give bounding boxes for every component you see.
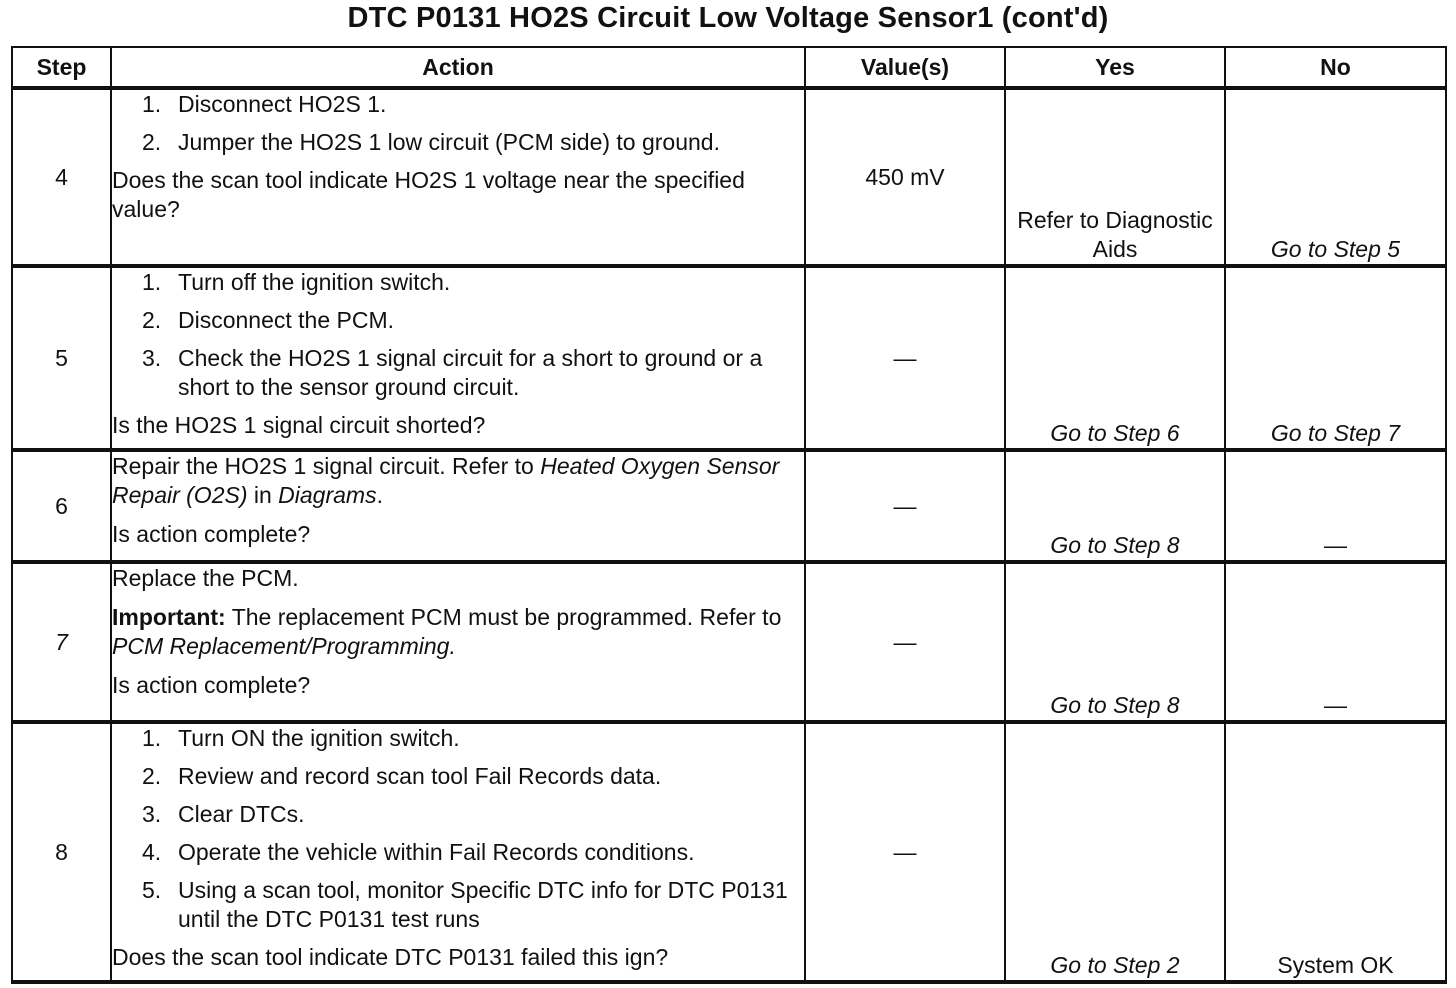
action-question: Does the scan tool indicate HO2S 1 voltage near the specified value? (112, 167, 745, 222)
action-text-part: in (247, 482, 279, 508)
important-label: Important: (112, 604, 226, 630)
no-cell: System OK (1225, 722, 1446, 982)
header-row (12, 47, 1446, 88)
list-item: 2. Review and record scan tool Fail Records data. (142, 763, 662, 789)
list-item: 5. Using a scan tool, monitor Specific DTC info for DTC P0131 until the DTC P0131 test runs (142, 877, 788, 932)
list-item-text: Disconnect HO2S 1. (178, 91, 387, 117)
value-cell: — (805, 266, 1005, 450)
action-text-part: Repair the HO2S 1 signal circuit. Refer to (112, 453, 541, 479)
list-item: 2. Jumper the HO2S 1 low circuit (PCM side) to ground. (142, 129, 720, 155)
action-text (112, 452, 804, 510)
value-cell: — (805, 722, 1005, 982)
yes-cell: Go to Step 2 (1005, 722, 1225, 982)
step-number: 8 (12, 722, 111, 982)
list-item-text: Turn off the ignition switch. (178, 269, 451, 295)
header-yes: Yes (1005, 47, 1225, 88)
list-item-text: Clear DTCs. (178, 801, 305, 827)
yes-cell: Refer to Diagnostic Aids (1005, 88, 1225, 266)
list-item: 1. Turn off the ignition switch. (142, 269, 451, 295)
list-item-text: Using a scan tool, monitor Specific DTC info for DTC P0131 until the DTC P0131 test runs (178, 877, 788, 932)
action-question: Is the HO2S 1 signal circuit shorted? (112, 412, 486, 438)
no-cell: Go to Step 5 (1225, 88, 1446, 266)
list-item: 2. Disconnect the PCM. (142, 307, 395, 333)
action-question: Is action complete? (112, 672, 311, 698)
action-text-part: . (376, 482, 383, 508)
header-no: No (1225, 47, 1446, 88)
important-note (112, 603, 804, 661)
table-row (12, 450, 1446, 562)
yes-cell: Go to Step 8 (1005, 562, 1225, 722)
page-title: DTC P0131 HO2S Circuit Low Voltage Sensor1 (cont'd) (347, 2, 1109, 34)
no-cell: — (1225, 450, 1446, 562)
list-item-text: Check the HO2S 1 signal circuit for a short to ground or a short to the sensor ground circuit. (178, 345, 763, 400)
header-step: Step (12, 47, 111, 88)
list-item-text: Disconnect the PCM. (178, 307, 395, 333)
action-cell (111, 450, 805, 562)
list-item-text: Jumper the HO2S 1 low circuit (PCM side) to ground. (178, 129, 720, 155)
action-question: Is action complete? (112, 521, 311, 547)
yes-cell: Go to Step 8 (1005, 450, 1225, 562)
no-cell: — (1225, 562, 1446, 722)
action-list (112, 724, 804, 934)
step-number: 4 (12, 88, 111, 266)
step-number: 5 (12, 266, 111, 450)
action-list (112, 90, 804, 157)
action-question: Does the scan tool indicate DTC P0131 failed this ign? (112, 944, 669, 970)
reference-link: Diagrams (278, 482, 377, 508)
list-item-text: Operate the vehicle within Fail Records conditions. (178, 839, 695, 865)
value-cell: 450 mV (805, 88, 1005, 266)
list-item: 1. Disconnect HO2S 1. (142, 91, 387, 117)
list-item: 4. Operate the vehicle within Fail Records conditions. (142, 839, 695, 865)
table-row (12, 722, 1446, 982)
list-item: 3. Clear DTCs. (142, 801, 305, 827)
table-row (12, 88, 1446, 266)
list-item-text: Review and record scan tool Fail Records data. (178, 763, 662, 789)
list-item: 1. Turn ON the ignition switch. (142, 725, 460, 751)
important-text: The replacement PCM must be programmed. Refer to (225, 604, 782, 630)
yes-cell: Go to Step 6 (1005, 266, 1225, 450)
value-cell: — (805, 450, 1005, 562)
header-action: Action (111, 47, 805, 88)
diagnostic-table (11, 46, 1447, 984)
reference-link: Heated Oxygen Sensor Repair (O2S) (112, 453, 780, 508)
action-text: Replace the PCM. (112, 565, 299, 591)
action-cell (111, 722, 805, 982)
value-cell: — (805, 562, 1005, 722)
header-values: Value(s) (805, 47, 1005, 88)
table-row (12, 562, 1446, 722)
list-item: 3. Check the HO2S 1 signal circuit for a short to ground or a short to the sensor ground circuit. (142, 345, 763, 400)
no-cell: Go to Step 7 (1225, 266, 1446, 450)
reference-link: PCM Replacement/Programming. (112, 633, 456, 659)
action-list (112, 268, 804, 402)
action-cell (111, 88, 805, 266)
step-number: 6 (12, 450, 111, 562)
action-cell (111, 562, 805, 722)
step-number: 7 (12, 562, 111, 722)
table-row (12, 266, 1446, 450)
list-item-text: Turn ON the ignition switch. (178, 725, 460, 751)
action-cell (111, 266, 805, 450)
